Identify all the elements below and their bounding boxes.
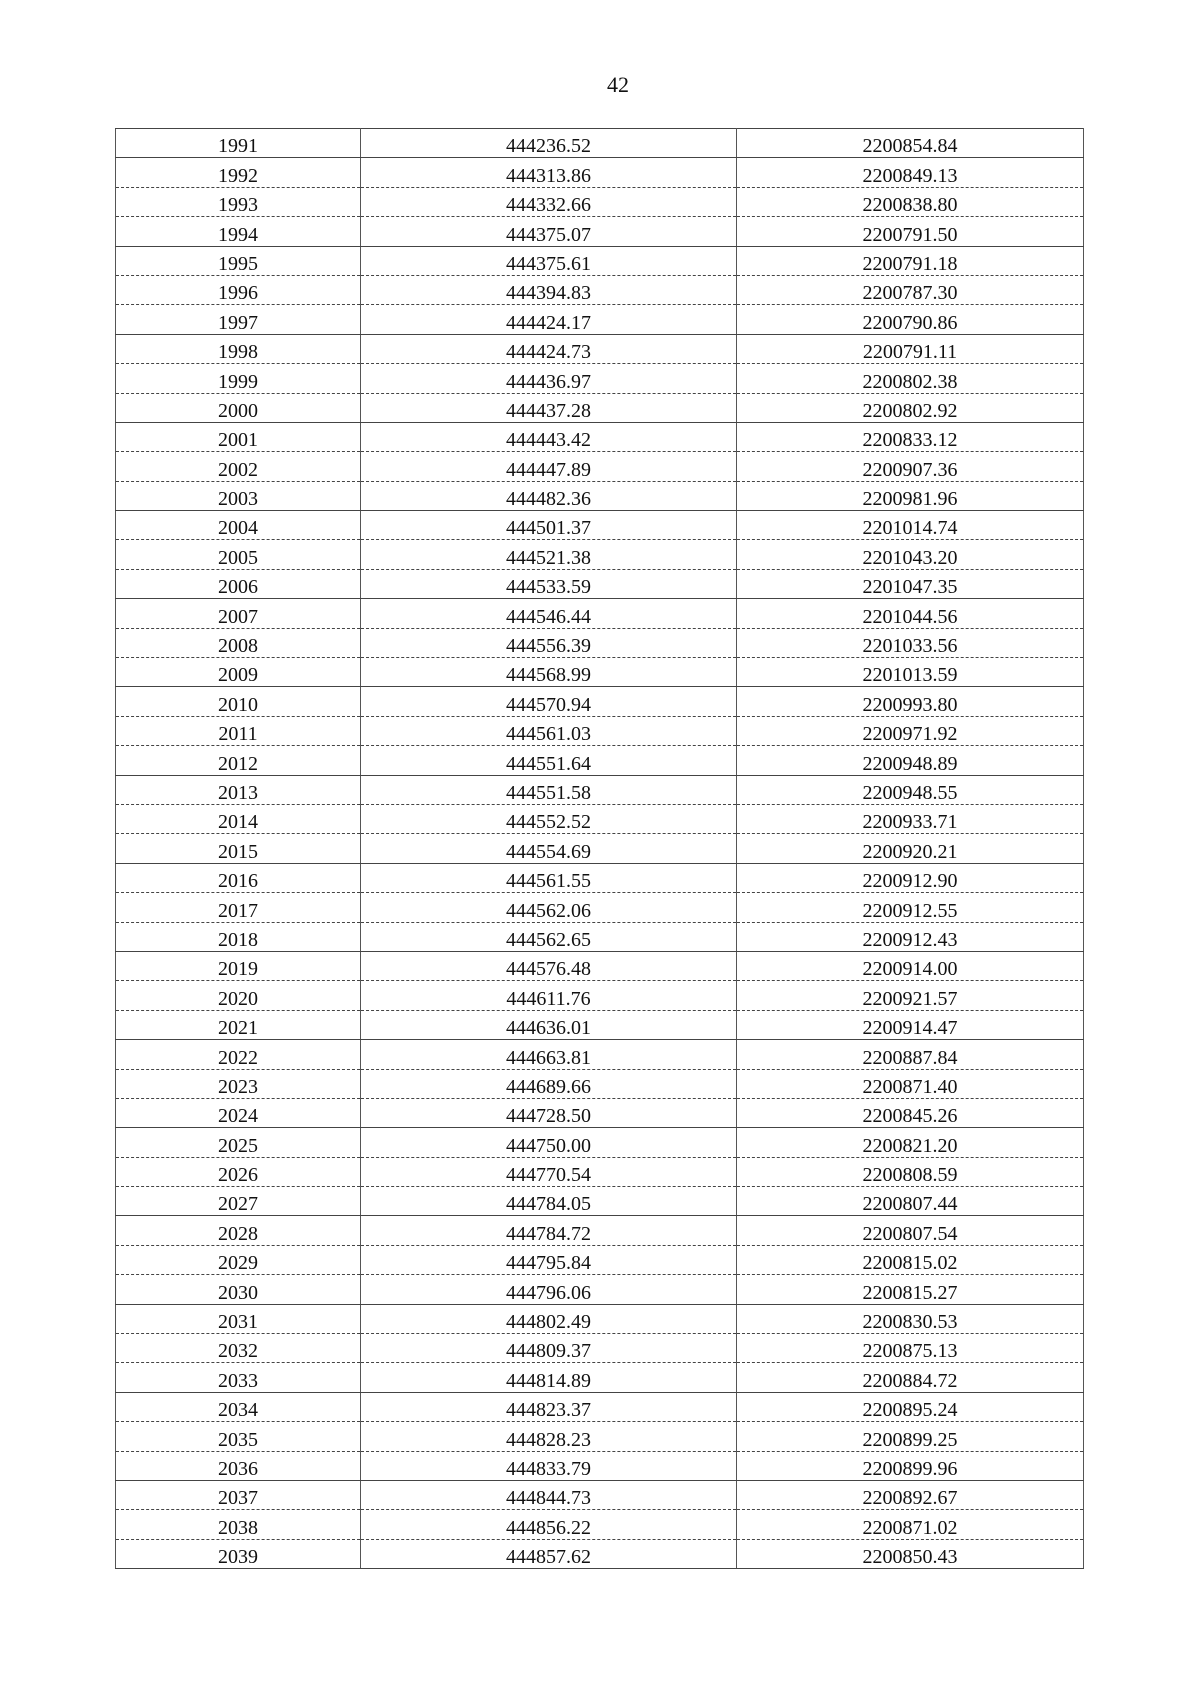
point-number-cell: 2022 xyxy=(116,1040,361,1069)
x-coordinate-cell: 444556.39 xyxy=(361,628,737,657)
x-coordinate-cell: 444770.54 xyxy=(361,1157,737,1186)
x-coordinate-cell: 444562.65 xyxy=(361,922,737,951)
point-number-cell: 1995 xyxy=(116,246,361,275)
table-row xyxy=(116,452,1084,481)
point-number-cell: 2025 xyxy=(116,1128,361,1157)
table-row xyxy=(116,364,1084,393)
page-number: 42 xyxy=(607,72,629,97)
point-number-cell: 2030 xyxy=(116,1275,361,1304)
x-coordinate-cell: 444482.36 xyxy=(361,481,737,510)
y-coordinate-cell: 2200892.67 xyxy=(737,1480,1084,1509)
point-number-cell: 1993 xyxy=(116,187,361,216)
x-coordinate-cell: 444663.81 xyxy=(361,1040,737,1069)
x-coordinate-cell: 444443.42 xyxy=(361,422,737,451)
y-coordinate-cell: 2200845.26 xyxy=(737,1098,1084,1127)
x-coordinate-cell: 444533.59 xyxy=(361,569,737,598)
table-row xyxy=(116,246,1084,275)
y-coordinate-cell: 2200849.13 xyxy=(737,158,1084,187)
x-coordinate-cell: 444828.23 xyxy=(361,1422,737,1451)
coordinates-table xyxy=(115,128,1084,1569)
table-row xyxy=(116,1187,1084,1216)
table-row xyxy=(116,804,1084,833)
y-coordinate-cell: 2200790.86 xyxy=(737,305,1084,334)
y-coordinate-cell: 2200914.00 xyxy=(737,951,1084,980)
point-number-cell: 1994 xyxy=(116,217,361,246)
x-coordinate-cell: 444784.72 xyxy=(361,1216,737,1245)
y-coordinate-cell: 2201044.56 xyxy=(737,599,1084,628)
table-row xyxy=(116,481,1084,510)
y-coordinate-cell: 2200899.25 xyxy=(737,1422,1084,1451)
y-coordinate-cell: 2200807.54 xyxy=(737,1216,1084,1245)
table-row xyxy=(116,716,1084,745)
x-coordinate-cell: 444424.73 xyxy=(361,334,737,363)
y-coordinate-cell: 2200854.84 xyxy=(737,129,1084,158)
y-coordinate-cell: 2200895.24 xyxy=(737,1392,1084,1421)
table-row xyxy=(116,1392,1084,1421)
y-coordinate-cell: 2200802.92 xyxy=(737,393,1084,422)
point-number-cell: 2021 xyxy=(116,1010,361,1039)
table-row xyxy=(116,1480,1084,1509)
table-row xyxy=(116,1275,1084,1304)
table-row xyxy=(116,1040,1084,1069)
x-coordinate-cell: 444750.00 xyxy=(361,1128,737,1157)
point-number-cell: 1997 xyxy=(116,305,361,334)
x-coordinate-cell: 444551.58 xyxy=(361,775,737,804)
x-coordinate-cell: 444447.89 xyxy=(361,452,737,481)
table-row xyxy=(116,893,1084,922)
point-number-cell: 2032 xyxy=(116,1334,361,1363)
table-row xyxy=(116,834,1084,863)
point-number-cell: 2038 xyxy=(116,1510,361,1539)
point-number-cell: 1998 xyxy=(116,334,361,363)
x-coordinate-cell: 444857.62 xyxy=(361,1539,737,1568)
table-row xyxy=(116,1216,1084,1245)
table-row xyxy=(116,393,1084,422)
table-row xyxy=(116,746,1084,775)
x-coordinate-cell: 444802.49 xyxy=(361,1304,737,1333)
y-coordinate-cell: 2200981.96 xyxy=(737,481,1084,510)
y-coordinate-cell: 2200871.40 xyxy=(737,1069,1084,1098)
y-coordinate-cell: 2200815.27 xyxy=(737,1275,1084,1304)
x-coordinate-cell: 444554.69 xyxy=(361,834,737,863)
table-row xyxy=(116,129,1084,158)
point-number-cell: 2039 xyxy=(116,1539,361,1568)
x-coordinate-cell: 444437.28 xyxy=(361,393,737,422)
x-coordinate-cell: 444375.07 xyxy=(361,217,737,246)
y-coordinate-cell: 2200912.43 xyxy=(737,922,1084,951)
table-row xyxy=(116,1539,1084,1568)
y-coordinate-cell: 2200912.90 xyxy=(737,863,1084,892)
point-number-cell: 2034 xyxy=(116,1392,361,1421)
x-coordinate-cell: 444501.37 xyxy=(361,511,737,540)
y-coordinate-cell: 2200807.44 xyxy=(737,1187,1084,1216)
x-coordinate-cell: 444375.61 xyxy=(361,246,737,275)
x-coordinate-cell: 444809.37 xyxy=(361,1334,737,1363)
point-number-cell: 2033 xyxy=(116,1363,361,1392)
y-coordinate-cell: 2200899.96 xyxy=(737,1451,1084,1480)
y-coordinate-cell: 2200887.84 xyxy=(737,1040,1084,1069)
y-coordinate-cell: 2200838.80 xyxy=(737,187,1084,216)
x-coordinate-cell: 444795.84 xyxy=(361,1245,737,1274)
point-number-cell: 2004 xyxy=(116,511,361,540)
y-coordinate-cell: 2200914.47 xyxy=(737,1010,1084,1039)
x-coordinate-cell: 444856.22 xyxy=(361,1510,737,1539)
point-number-cell: 2003 xyxy=(116,481,361,510)
x-coordinate-cell: 444552.52 xyxy=(361,804,737,833)
x-coordinate-cell: 444814.89 xyxy=(361,1363,737,1392)
x-coordinate-cell: 444424.17 xyxy=(361,305,737,334)
x-coordinate-cell: 444436.97 xyxy=(361,364,737,393)
x-coordinate-cell: 444521.38 xyxy=(361,540,737,569)
y-coordinate-cell: 2200920.21 xyxy=(737,834,1084,863)
x-coordinate-cell: 444636.01 xyxy=(361,1010,737,1039)
y-coordinate-cell: 2200808.59 xyxy=(737,1157,1084,1186)
table-row xyxy=(116,628,1084,657)
point-number-cell: 2007 xyxy=(116,599,361,628)
x-coordinate-cell: 444313.86 xyxy=(361,158,737,187)
point-number-cell: 2027 xyxy=(116,1187,361,1216)
y-coordinate-cell: 2201033.56 xyxy=(737,628,1084,657)
table-row xyxy=(116,334,1084,363)
table-row xyxy=(116,569,1084,598)
table-row xyxy=(116,1304,1084,1333)
y-coordinate-cell: 2201047.35 xyxy=(737,569,1084,598)
x-coordinate-cell: 444844.73 xyxy=(361,1480,737,1509)
point-number-cell: 1991 xyxy=(116,129,361,158)
point-number-cell: 2029 xyxy=(116,1245,361,1274)
point-number-cell: 2017 xyxy=(116,893,361,922)
table-row xyxy=(116,863,1084,892)
coordinates-table-body xyxy=(116,129,1084,1569)
table-row xyxy=(116,1157,1084,1186)
table-row xyxy=(116,951,1084,980)
point-number-cell: 2006 xyxy=(116,569,361,598)
point-number-cell: 2028 xyxy=(116,1216,361,1245)
point-number-cell: 2026 xyxy=(116,1157,361,1186)
table-row xyxy=(116,1510,1084,1539)
point-number-cell: 2037 xyxy=(116,1480,361,1509)
point-number-cell: 2024 xyxy=(116,1098,361,1127)
x-coordinate-cell: 444611.76 xyxy=(361,981,737,1010)
y-coordinate-cell: 2201014.74 xyxy=(737,511,1084,540)
y-coordinate-cell: 2201013.59 xyxy=(737,658,1084,687)
table-row xyxy=(116,1363,1084,1392)
y-coordinate-cell: 2201043.20 xyxy=(737,540,1084,569)
table-row xyxy=(116,305,1084,334)
y-coordinate-cell: 2200921.57 xyxy=(737,981,1084,1010)
table-row xyxy=(116,158,1084,187)
point-number-cell: 2009 xyxy=(116,658,361,687)
point-number-cell: 2011 xyxy=(116,716,361,745)
point-number-cell: 2020 xyxy=(116,981,361,1010)
x-coordinate-cell: 444561.55 xyxy=(361,863,737,892)
x-coordinate-cell: 444796.06 xyxy=(361,1275,737,1304)
table-row xyxy=(116,1422,1084,1451)
x-coordinate-cell: 444833.79 xyxy=(361,1451,737,1480)
y-coordinate-cell: 2200830.53 xyxy=(737,1304,1084,1333)
x-coordinate-cell: 444570.94 xyxy=(361,687,737,716)
y-coordinate-cell: 2200815.02 xyxy=(737,1245,1084,1274)
x-coordinate-cell: 444689.66 xyxy=(361,1069,737,1098)
y-coordinate-cell: 2200993.80 xyxy=(737,687,1084,716)
y-coordinate-cell: 2200791.18 xyxy=(737,246,1084,275)
point-number-cell: 2005 xyxy=(116,540,361,569)
x-coordinate-cell: 444546.44 xyxy=(361,599,737,628)
point-number-cell: 1992 xyxy=(116,158,361,187)
y-coordinate-cell: 2200933.71 xyxy=(737,804,1084,833)
x-coordinate-cell: 444568.99 xyxy=(361,658,737,687)
table-row xyxy=(116,422,1084,451)
table-row xyxy=(116,1334,1084,1363)
x-coordinate-cell: 444823.37 xyxy=(361,1392,737,1421)
point-number-cell: 2013 xyxy=(116,775,361,804)
table-row xyxy=(116,599,1084,628)
x-coordinate-cell: 444236.52 xyxy=(361,129,737,158)
y-coordinate-cell: 2200971.92 xyxy=(737,716,1084,745)
point-number-cell: 2018 xyxy=(116,922,361,951)
point-number-cell: 2019 xyxy=(116,951,361,980)
y-coordinate-cell: 2200791.11 xyxy=(737,334,1084,363)
table-row xyxy=(116,1098,1084,1127)
table-row xyxy=(116,1069,1084,1098)
y-coordinate-cell: 2200791.50 xyxy=(737,217,1084,246)
point-number-cell: 2012 xyxy=(116,746,361,775)
point-number-cell: 2036 xyxy=(116,1451,361,1480)
point-number-cell: 2014 xyxy=(116,804,361,833)
table-row xyxy=(116,540,1084,569)
table-row xyxy=(116,658,1084,687)
x-coordinate-cell: 444551.64 xyxy=(361,746,737,775)
point-number-cell: 2001 xyxy=(116,422,361,451)
table-row xyxy=(116,922,1084,951)
table-row xyxy=(116,187,1084,216)
table-row xyxy=(116,687,1084,716)
point-number-cell: 2000 xyxy=(116,393,361,422)
y-coordinate-cell: 2200875.13 xyxy=(737,1334,1084,1363)
y-coordinate-cell: 2200907.36 xyxy=(737,452,1084,481)
y-coordinate-cell: 2200802.38 xyxy=(737,364,1084,393)
y-coordinate-cell: 2200948.55 xyxy=(737,775,1084,804)
y-coordinate-cell: 2200787.30 xyxy=(737,275,1084,304)
point-number-cell: 1999 xyxy=(116,364,361,393)
point-number-cell: 2035 xyxy=(116,1422,361,1451)
table-row xyxy=(116,981,1084,1010)
point-number-cell: 2010 xyxy=(116,687,361,716)
y-coordinate-cell: 2200948.89 xyxy=(737,746,1084,775)
table-row xyxy=(116,1451,1084,1480)
point-number-cell: 2031 xyxy=(116,1304,361,1333)
x-coordinate-cell: 444332.66 xyxy=(361,187,737,216)
y-coordinate-cell: 2200884.72 xyxy=(737,1363,1084,1392)
y-coordinate-cell: 2200821.20 xyxy=(737,1128,1084,1157)
x-coordinate-cell: 444562.06 xyxy=(361,893,737,922)
point-number-cell: 2002 xyxy=(116,452,361,481)
y-coordinate-cell: 2200850.43 xyxy=(737,1539,1084,1568)
x-coordinate-cell: 444784.05 xyxy=(361,1187,737,1216)
point-number-cell: 2015 xyxy=(116,834,361,863)
point-number-cell: 2016 xyxy=(116,863,361,892)
x-coordinate-cell: 444561.03 xyxy=(361,716,737,745)
x-coordinate-cell: 444576.48 xyxy=(361,951,737,980)
point-number-cell: 2008 xyxy=(116,628,361,657)
table-row xyxy=(116,1010,1084,1039)
x-coordinate-cell: 444728.50 xyxy=(361,1098,737,1127)
table-row xyxy=(116,217,1084,246)
table-row xyxy=(116,275,1084,304)
y-coordinate-cell: 2200833.12 xyxy=(737,422,1084,451)
point-number-cell: 1996 xyxy=(116,275,361,304)
x-coordinate-cell: 444394.83 xyxy=(361,275,737,304)
y-coordinate-cell: 2200871.02 xyxy=(737,1510,1084,1539)
point-number-cell: 2023 xyxy=(116,1069,361,1098)
table-row xyxy=(116,775,1084,804)
table-row xyxy=(116,511,1084,540)
table-row xyxy=(116,1245,1084,1274)
y-coordinate-cell: 2200912.55 xyxy=(737,893,1084,922)
table-row xyxy=(116,1128,1084,1157)
